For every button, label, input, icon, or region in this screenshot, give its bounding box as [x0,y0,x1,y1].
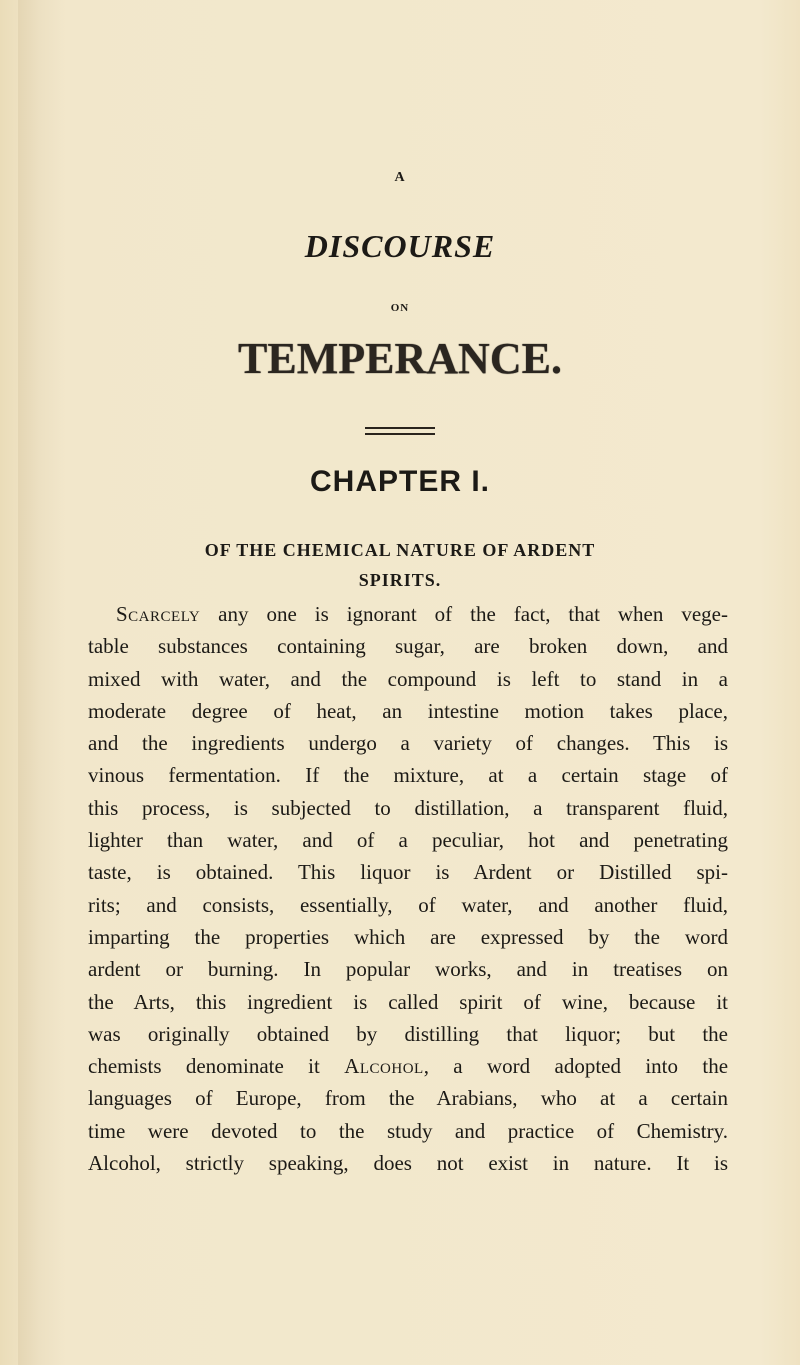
body-line: time were devoted to the study and practice of Chemistry. [88,1118,728,1143]
heading-on: ON [390,302,410,314]
body-line: chemists denominate it Alcohol, a word adopted into the [88,1054,729,1079]
heading-temperance: TEMPERANCE. [238,334,562,383]
page-fold-shadow [18,0,66,1365]
lead-word: Scarcely [116,602,201,626]
body-line: Scarcely any one is ignorant of the fact, that when vege- [116,602,728,626]
body-line: ardent or burning. In popular works, and in treatises on [88,957,728,982]
chapter-subtitle [100,535,700,595]
body-line: rits; and consists, essentially, of water, and another fluid, [88,892,728,917]
heading-discourse: DISCOURSE [304,228,496,264]
body-line: moderate degree of heat, an intestine motion takes place, [88,698,728,723]
body-line: and the ingredients undergo a variety of changes. This is [88,731,728,756]
body-line: this process, is subjected to distillation, a transparent fluid, [88,795,728,820]
body-line: table substances containing sugar, are broken down, and [88,634,728,659]
body-paragraph [88,598,728,1179]
double-rule-top [365,427,435,429]
chapter-subtitle-line1: OF THE CHEMICAL NATURE OF ARDENT [204,540,596,560]
body-line: languages of Europe, from the Arabians, who at a certain [88,1086,728,1111]
body-line: Alcohol, strictly speaking, does not exist in nature. It is [88,1151,728,1176]
chapter-title: CHAPTER I. [309,465,490,498]
alcohol-term: Alcohol [344,1054,424,1079]
double-rule-bottom [365,433,435,435]
body-line: vinous fermentation. If the mixture, at a certain stage of [88,763,728,788]
body-line: the Arts, this ingredient is called spirit of wine, because it [88,989,728,1014]
body-line: lighter than water, and of a peculiar, hot and penetrating [88,828,728,853]
body-line: was originally obtained by distilling that liquor; but the [88,1021,728,1046]
body-line: imparting the properties which are expressed by the word [88,924,728,949]
body-line: mixed with water, and the compound is left to stand in a [88,666,728,691]
chapter-subtitle-line2: SPIRITS. [358,570,442,590]
heading-article: A [394,170,406,185]
body-line: taste, is obtained. This liquor is Ardent or Distilled spi- [88,860,728,885]
